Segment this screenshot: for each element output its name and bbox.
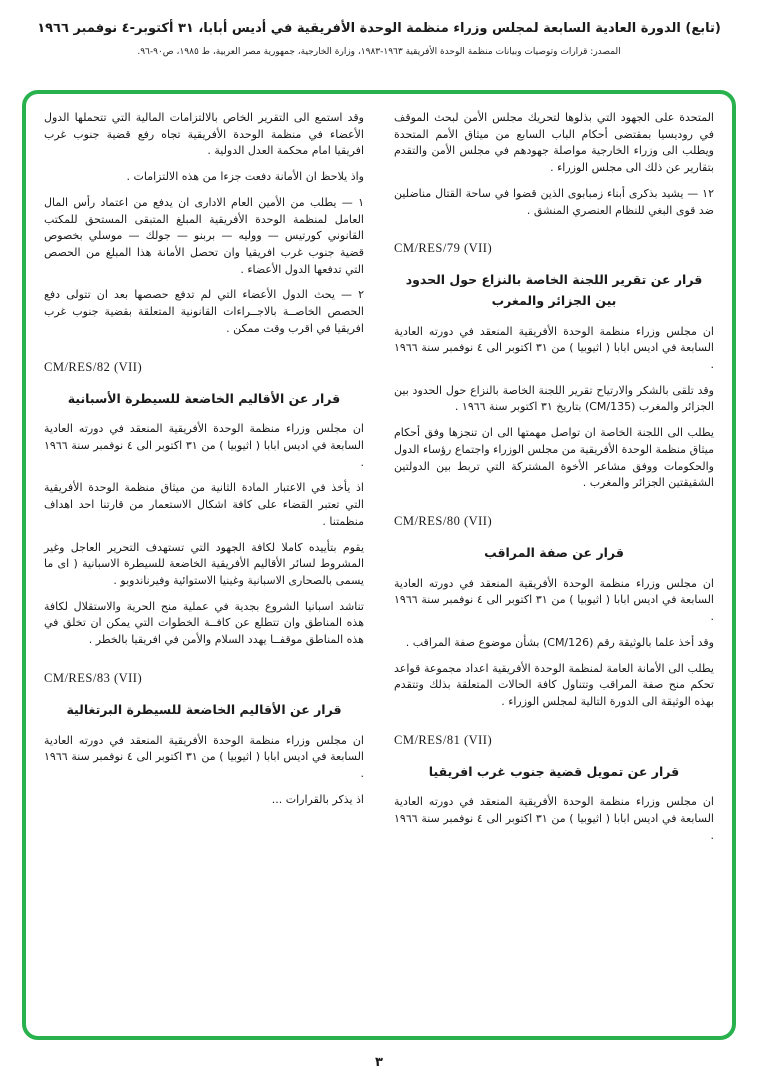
column-left: [44, 110, 364, 1020]
document-paragraph: ان مجلس وزراء منظمة الوحدة الأفريقية المنعقد في دورته العادية السابعة في اديس ابابا ( اثيوبيا ) من ٣١ اكتوبر الى ٤ نوفمبر سنة ١٩٦٦ .: [394, 795, 714, 842]
document-paragraph: وقد تلقى بالشكر والارتياح تقرير اللجنة الخاصة بالنزاع حول الحدود بين الجزائر والمغرب (CM/135) بتاريخ ٣١ اكتوبر سنة ١٩٦٦ .: [394, 383, 714, 414]
two-column-layout: [44, 110, 714, 1020]
document-paragraph: وقد أخذ علما بالوثيقة رقم (CM/126) بشأن موضوع صفة المراقب .: [405, 635, 714, 649]
resolution-code: CM/RES/80 (VII): [394, 514, 493, 529]
document-paragraph: يطلب الى الأمانة العامة لمنظمة الوحدة الأفريقية اعداد مجموعة قواعد تحكم منح صفة المراقب وتتناول كافة الحالات المتعلقة بذلك وتتقدم بهذه الوثيقة الى الدورة التالية لمجلس الوزراء .: [394, 661, 714, 708]
document-paragraph: اذ يأخذ في الاعتبار المادة الثانية من ميثاق منظمة الوحدة الأفريقية التي تعتبر القضاء على كافة اشكال الاستعمار من قارتنا احد اهداف منظمتنا .: [44, 481, 364, 528]
document-paragraph: يطلب الى اللجنة الخاصة ان تواصل مهمتها الى ان تنجزها وفق أحكام ميثاق منظمة الوحدة الأفريقية من مجلس الوزراء واجتماع رؤساء الدول والحكومات ووفق مشاعر الأخوة المشتركة التي تربط بين الدولتين الشقيقتين الجزائر والمغرب .: [394, 426, 714, 490]
column-right: [394, 110, 714, 1020]
document-paragraph: ان مجلس وزراء منظمة الوحدة الأفريقية المنعقد في دورته العادية السابعة في اديس ابابا ( اثيوبيا ) من ٣١ اكتوبر الى ٤ نوفمبر سنة ١٩٦٦ .: [44, 733, 364, 780]
resolution-code: CM/RES/82 (VII): [44, 359, 143, 374]
page-number: ٣: [375, 1055, 383, 1070]
resolution-heading: قرار عن تمويل قضية جنوب غرب افريقيا: [428, 763, 680, 779]
document-paragraph: يقوم بتأييده كاملا لكافة الجهود التي تستهدف التحرير العاجل وغير المشروط لسائر الأقاليم الأفريقية الخاضعة للسيطرة الاسبانية ( اى ما يسمى بالصحارى الاسبانية وغينيا الاستوائية وفيرناندوبو .: [44, 540, 364, 587]
document-paragraph: اذ يذكر بالقرارات ...: [271, 792, 364, 806]
document-paragraph: وقد استمع الى التقرير الخاص بالالتزامات المالية التي تتحملها الدول الأعضاء في منظمة الوحدة الأفريقية تجاه رفع قضية جنوب غرب افريقيا امام محكمة العدل الدولية .: [44, 111, 364, 158]
document-title: (تابع) الدورة العادية السابعة لمجلس وزراء منظمة الوحدة الأفريقية في أديس أبابا، ٣١ أكتوبر-٤ نوفمبر ١٩٦٦: [37, 21, 721, 36]
resolution-heading: قرار عن الأقاليم الخاضعة للسيطرة الأسبانية: [67, 390, 341, 406]
resolution-heading: قرار عن صفة المراقب: [484, 545, 624, 561]
document-paragraph: واذ يلاحظ ان الأمانة دفعت جزءا من هذه الالتزامات .: [126, 170, 364, 184]
green-border-frame: [22, 90, 736, 1040]
document-paragraph: تناشد اسبانيا الشروع بجدية في عملية منح الحرية والاستقلال لكافة هذه المناطق وان تتطلع عن كافــة الخطوات التي يمكن ان تخلق في هذه المناطق موقفــا يهدد السلام والأمن في افريقيا بالخطر .: [44, 599, 364, 647]
page-header: [0, 0, 758, 57]
resolution-code: CM/RES/81 (VII): [394, 732, 493, 747]
resolution-code: CM/RES/83 (VII): [44, 670, 143, 685]
resolution-code: CM/RES/79 (VII): [394, 241, 493, 256]
resolution-heading: قرار عن تقرير اللجنة الخاصة بالنزاع حول الحدود بين الجزائر والمغرب: [405, 272, 703, 308]
document-paragraph: المتحدة على الجهود التي بذلوها لتحريك مجلس الأمن لبحث الموقف في روديسيا بمقتضى أحكام الباب السابع من ميثاق الأمم المتحدة ويطلب الى وزراء الخارجية مواصلة جهودهم في مجلس الأمن والتقدم بتقارير عن ذلك الى مجلس الوزراء .: [394, 111, 714, 175]
document-paragraph: ان مجلس وزراء منظمة الوحدة الأفريقية المنعقد في دورته العادية السابعة في اديس ابابا ( اثيوبيا ) من ٣١ اكتوبر الى ٤ نوفمبر سنة ١٩٦٦ .: [394, 324, 714, 371]
document-paragraph: ٢ — يحث الدول الأعضاء التي لم تدفع حصصها بعد ان تتولى دفع الحصص الخاصــة بالاجــراءات القانونية المتعلقة بقضية جنوب غرب افريقيا في اقرب وقت ممكن .: [44, 288, 364, 335]
source-note: المصدر: قرارات وتوصيات وبيانات منظمة الوحدة الأفريقية ١٩٦٣-١٩٨٣، وزارة الخارجية، جمهورية مصر العربية، ط ١٩٨٥، ص٩٠-٩٦.: [137, 47, 621, 58]
document-paragraph: ١ — يطلب من الأمين العام الادارى ان يدفع من اعتماد رأس المال العامل لمنظمة الوحدة الأفريقية المبلغ المتبقى المستحق للمكتب القانوني كورتيس — ووليه — بربنو — جولك — موسلي بخصوص قضية جنوب غرب افريقيا وان تحصل الأمانة هذا المبلغ من الحصص التي تدفعها الدول الأعضاء .: [44, 195, 364, 276]
document-paragraph: ان مجلس وزراء منظمة الوحدة الأفريقية المنعقد في دورته العادية السابعة في اديس ابابا ( اثيوبيا ) من ٣١ اكتوبر الى ٤ نوفمبر سنة ١٩٦٦ .: [394, 576, 714, 624]
resolution-heading: قرار عن الأقاليم الخاضعة للسيطرة البرتغالية: [66, 701, 342, 717]
document-paragraph: ١٢ — يشيد بذكرى أبناء زمبابوى الذين قضوا في ساحة القتال مناضلين ضد قوى البغي للنظام العنصري المنشق .: [394, 186, 714, 217]
document-paragraph: ان مجلس وزراء منظمة الوحدة الأفريقية المنعقد في دورته العادية السابعة في اديس ابابا ( اثيوبيا ) من ٣١ اكتوبر الى ٤ نوفمبر سنة ١٩٦٦ .: [44, 422, 364, 469]
